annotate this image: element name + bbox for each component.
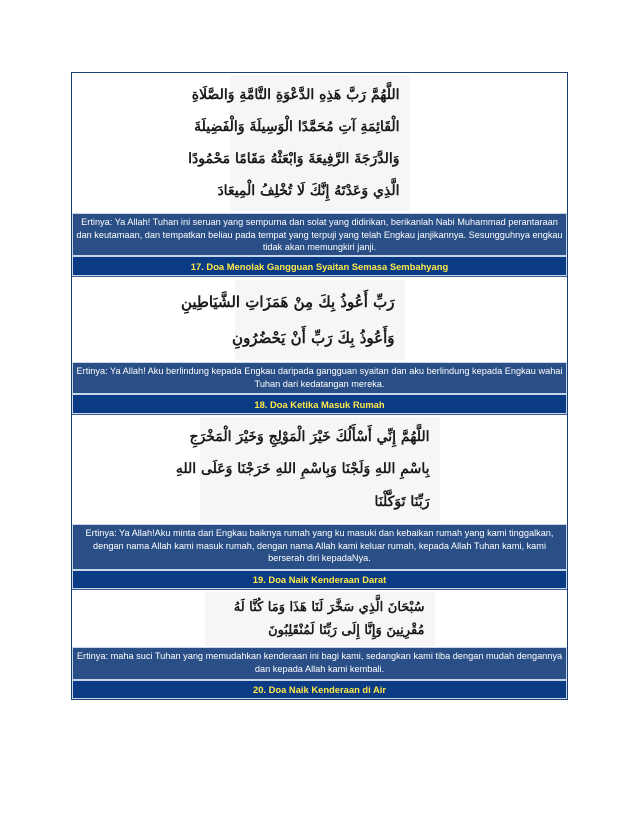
- arabic-line: بِاسْمِ اللهِ وَلَجْنَا وَبِاسْمِ اللهِ خَرَجْنَا وَعَلَى اللهِ: [175, 461, 430, 478]
- arabic-line: الَّذِي وَعَدْتَهُ إِنَّكَ لَا تُخْلِفُ الْمِيعَادَ: [217, 183, 400, 199]
- arabic-line: وَالدَّرَجَةَ الرَّفِيعَةَ وَابْعَثْهُ مَقَامًا مَحْمُودًا: [188, 151, 400, 167]
- translation-text: Ertinya: Ya Allah!Aku minta dari Engkau baiknya rumah yang ku masuki dan kebaikan rumah yang kami tinggalkan, dengan nama Allah kami masuk rumah, dengan nama Allah kami keluar rumah, kepada Allah Tuhan kami, kami berserah diri kepadaNya.: [72, 524, 567, 570]
- arabic-line: رَبِّ أَعُوذُ بِكَ مِنْ هَمَزَاتِ الشَّيَاطِينِ: [180, 292, 395, 311]
- section-title: 19. Doa Naik Kenderaan Darat: [72, 570, 567, 589]
- arabic-line: الْقَائِمَةِ آتِ مُحَمَّدًا الْوَسِيلَةَ وَالْفَضِيلَةَ: [194, 119, 400, 135]
- section-title: 18. Doa Ketika Masuk Rumah: [72, 394, 567, 414]
- arabic-block: [72, 276, 567, 362]
- translation-text: Ertinya: maha suci Tuhan yang memudahkan kenderaan ini bagi kami, sedangkan kami tiba dengan mudah dengannya dan kepada Allah kami kembali.: [72, 647, 567, 680]
- section-title: 20. Doa Naik Kenderaan di Air: [72, 680, 567, 699]
- arabic-image: [180, 280, 405, 360]
- arabic-block: [72, 589, 567, 647]
- arabic-line: وَأَعُوذُ بِكَ رَبِّ أَنْ يَحْضُرُونِ: [232, 328, 395, 347]
- arabic-image: [175, 417, 440, 523]
- translation-text: Ertinya: Ya Allah! Aku berlindung kepada Engkau daripada gangguan syaitan dan aku berlindung kepada Engkau wahai Tuhan dari kedatangan mereka.: [72, 362, 567, 394]
- arabic-line: اللَّهُمَّ رَبَّ هَذِهِ الدَّعْوَةِ التَّامَّةِ وَالصَّلَاةِ: [191, 87, 400, 103]
- doa-table: [71, 72, 568, 700]
- arabic-image: [188, 75, 410, 211]
- arabic-image: [205, 592, 435, 646]
- arabic-block: [72, 73, 567, 213]
- arabic-line: سُبْحَانَ الَّذِي سَخَّرَ لَنَا هَذَا وَمَا كُنَّا لَهُ: [233, 599, 425, 615]
- arabic-block: [72, 414, 567, 524]
- translation-text: Ertinya: Ya Allah! Tuhan ini seruan yang sempurna dan solat yang didirikan, berikanlah Nabi Muhammad perantaraan dan keutamaan, dan tempatkan beliau pada tempat yang terpuji yang telah Engkau janjikannya. Sesungguhnya engkau tidak akan memungkiri janji.: [72, 213, 567, 256]
- arabic-line: مُقْرِنِينَ وَإِنَّا إِلَى رَبِّنَا لَمُنْقَلِبُونَ: [268, 622, 425, 638]
- arabic-line: رَبِّنَا تَوَكَّلْنَا: [374, 494, 430, 511]
- arabic-line: اللَّهُمَّ إِنِّي أَسْأَلُكَ خَيْرَ الْمَوْلِجِ وَخَيْرَ الْمَخْرَجِ: [189, 428, 430, 445]
- section-title: 17. Doa Menolak Gangguan Syaitan Semasa Sembahyang: [72, 256, 567, 276]
